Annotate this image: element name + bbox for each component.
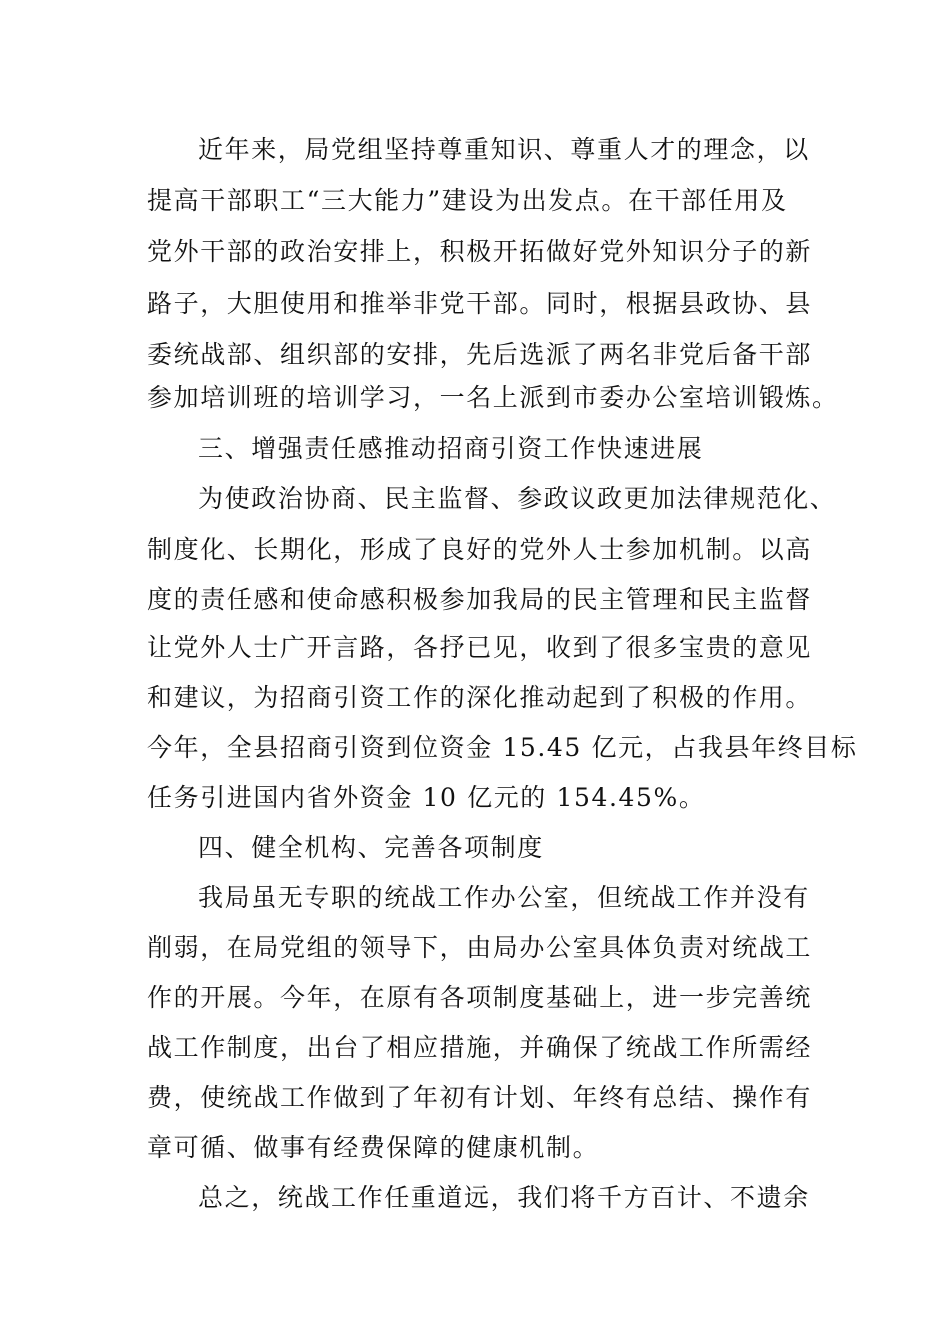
paragraph-line: 总之，统战工作任重道远，我们将千方百计、不遗余 <box>198 1183 810 1212</box>
paragraph-line: 任务引进国内省外资金 10 亿元的 154.45%。 <box>147 783 706 812</box>
paragraph-line: 参加培训班的培训学习，一名上派到市委办公室培训锻炼。 <box>147 383 839 412</box>
paragraph-line: 路子，大胆使用和推举非党干部。同时，根据县政协、县 <box>147 289 813 318</box>
paragraph-line: 为使政治协商、民主监督、参政议政更加法律规范化、 <box>198 484 837 513</box>
paragraph-line: 费，使统战工作做到了年初有计划、年终有总结、操作有 <box>147 1083 813 1112</box>
paragraph-line: 制度化、长期化，形成了良好的党外人士参加机制。以高 <box>147 535 813 564</box>
paragraph-line: 战工作制度，出台了相应措施，并确保了统战工作所需经 <box>147 1033 813 1062</box>
paragraph-line: 近年来，局党组坚持尊重知识、尊重人才的理念，以 <box>198 135 810 164</box>
paragraph-line: 党外干部的政治安排上，积极开拓做好党外知识分子的新 <box>147 237 813 266</box>
paragraph-line: 章可循、做事有经费保障的健康机制。 <box>147 1133 600 1162</box>
paragraph-line: 度的责任感和使命感积极参加我局的民主管理和民主监督 <box>147 585 813 614</box>
paragraph-line: 削弱，在局党组的领导下，由局办公室具体负责对统战工 <box>147 933 813 962</box>
section-heading: 三、增强责任感推动招商引资工作快速进展 <box>198 434 704 463</box>
paragraph-line: 让党外人士广开言路，各抒已见，收到了很多宝贵的意见 <box>147 633 813 662</box>
paragraph-line: 和建议，为招商引资工作的深化推动起到了积极的作用。 <box>147 683 813 712</box>
paragraph-line: 我局虽无专职的统战工作办公室，但统战工作并没有 <box>198 883 810 912</box>
section-heading: 四、健全机构、完善各项制度 <box>198 833 544 862</box>
paragraph-line: 委统战部、组织部的安排，先后选派了两名非党后备干部 <box>147 340 813 369</box>
paragraph-line: 作的开展。今年，在原有各项制度基础上，进一步完善统 <box>147 983 813 1012</box>
paragraph-line: 今年，全县招商引资到位资金 15.45 亿元，占我县年终目标 <box>147 733 858 762</box>
paragraph-line: 提高干部职工“三大能力”建设为出发点。在干部任用及 <box>147 186 788 215</box>
